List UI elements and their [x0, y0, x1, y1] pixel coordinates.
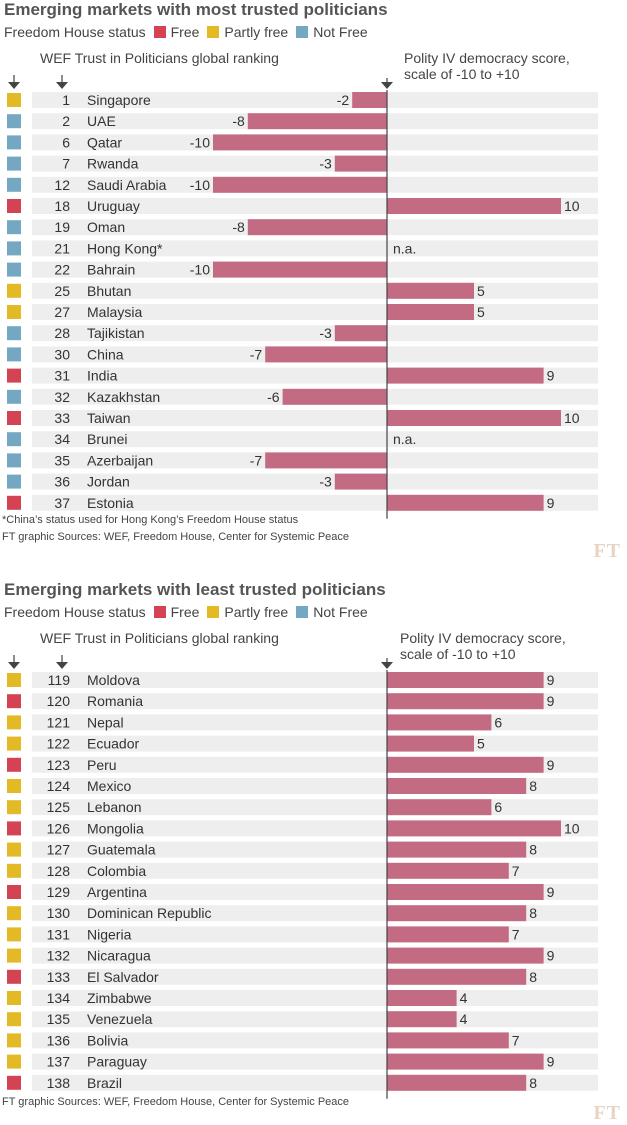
freedom-status-marker-partly-free	[7, 305, 21, 319]
country-label: Tajikistan	[87, 325, 145, 342]
freedom-status-marker-partly-free	[7, 1055, 21, 1069]
rank-label: 1	[62, 92, 70, 108]
country-label: Kazakhstan	[87, 388, 161, 405]
score-bar	[387, 969, 526, 985]
rank-label: 2	[62, 113, 70, 130]
score-value-label: -3	[319, 325, 332, 342]
country-label: UAE	[87, 113, 116, 130]
score-bar	[283, 389, 387, 405]
freedom-status-marker-partly-free	[7, 673, 21, 687]
score-bar	[248, 113, 387, 129]
score-bar	[387, 304, 474, 320]
freedom-status-marker-not-free	[7, 178, 21, 192]
country-label: Saudi Arabia	[87, 176, 167, 193]
legend-label-free: Free	[170, 24, 200, 40]
rank-label: 119	[47, 672, 70, 688]
rank-label: 36	[54, 473, 70, 490]
score-bar	[387, 283, 474, 299]
freedom-status-marker-partly-free	[7, 843, 21, 857]
country-label: Guatemala	[87, 841, 156, 858]
freedom-status-marker-partly-free	[7, 1012, 21, 1026]
chart-panel-least-trusted	[0, 580, 627, 1123]
rank-label: 124	[46, 778, 70, 794]
score-value-label: 7	[511, 1032, 520, 1049]
country-label: Azerbaijan	[87, 452, 154, 469]
rank-label: 134	[46, 990, 70, 1006]
score-value-label: -8	[232, 113, 245, 130]
country-label: Venezuela	[87, 1011, 153, 1028]
score-bar	[335, 156, 387, 172]
score-bar	[387, 693, 544, 709]
rank-label: 37	[54, 494, 70, 511]
rank-label: 31	[54, 367, 70, 384]
freedom-status-marker-not-free	[7, 263, 21, 277]
freedom-status-arrow	[8, 75, 20, 89]
score-value-label: 9	[546, 756, 555, 773]
score-bar	[387, 1054, 544, 1070]
score-bar	[265, 452, 387, 468]
country-label: Mexico	[87, 778, 132, 794]
score-bar	[387, 799, 491, 815]
country-label: Malaysia	[87, 304, 143, 320]
polity-label-line-1: Polity IV democracy score,	[400, 630, 566, 646]
score-bar	[387, 842, 526, 858]
score-bar	[213, 134, 387, 150]
score-value-label: 8	[529, 905, 537, 922]
rank-label: 7	[62, 155, 70, 172]
score-bar	[387, 1032, 509, 1048]
na-label: n.a.	[393, 240, 417, 257]
country-label: Argentina	[87, 884, 147, 900]
freedom-status-marker-not-free	[7, 432, 21, 446]
score-bar	[265, 346, 387, 362]
rank-label: 135	[46, 1011, 70, 1028]
score-value-label: 10	[564, 410, 580, 426]
score-value-label: 9	[546, 494, 555, 511]
ft-logo: FT	[593, 1102, 621, 1124]
country-label: China	[87, 346, 124, 363]
country-label: Taiwan	[87, 410, 131, 426]
country-label: Romania	[87, 693, 144, 710]
score-value-label: 9	[546, 367, 555, 384]
rank-label: 132	[46, 947, 70, 964]
country-label: Brunei	[87, 431, 128, 448]
rank-label: 122	[46, 735, 70, 752]
country-label: Oman	[87, 219, 126, 236]
score-bar	[352, 92, 387, 108]
country-label: Nigeria	[87, 926, 132, 943]
polity-label-line-2: scale of -10 to +10	[400, 646, 516, 662]
score-bar	[387, 736, 474, 752]
freedom-status-marker-partly-free	[7, 864, 21, 878]
country-label: Lebanon	[87, 799, 142, 816]
score-bar	[387, 495, 544, 511]
freedom-status-marker-not-free	[7, 114, 21, 128]
rank-label: 30	[54, 346, 70, 363]
freedom-status-marker-not-free	[7, 475, 21, 489]
score-value-label: 8	[529, 1074, 537, 1091]
score-value-label: 4	[459, 1011, 468, 1028]
polity-score-arrow	[381, 658, 393, 669]
country-label: Brazil	[87, 1074, 123, 1091]
chart-title: Emerging markets with least trusted politicians	[4, 580, 386, 599]
score-value-label: 9	[546, 1053, 555, 1070]
na-label: n.a.	[393, 431, 417, 448]
freedom-status-marker-free	[7, 199, 21, 213]
freedom-status-marker-not-free	[7, 135, 21, 149]
freedom-status-marker-free	[7, 411, 21, 425]
country-label: Peru	[87, 756, 117, 773]
rank-label: 138	[46, 1074, 70, 1091]
score-bar	[213, 177, 387, 193]
score-value-label: 6	[494, 714, 503, 731]
rank-label: 33	[54, 410, 70, 426]
source-note: FT graphic Sources: WEF, Freedom House, Center for Systemic Peace	[2, 531, 350, 543]
freedom-status-marker-free	[7, 885, 21, 899]
rank-label: 12	[54, 176, 70, 193]
rank-label: 6	[62, 134, 70, 151]
freedom-status-marker-not-free	[7, 390, 21, 404]
score-value-label: 8	[529, 968, 537, 985]
score-value-label: -7	[249, 452, 263, 469]
wef-rank-arrow	[56, 655, 68, 669]
legend-label-not-free: Not Free	[313, 24, 368, 40]
score-bar	[387, 1011, 457, 1027]
rank-label: 32	[54, 388, 70, 405]
rank-label: 22	[54, 261, 70, 278]
freedom-status-marker-partly-free	[7, 715, 21, 729]
score-value-label: 9	[546, 672, 555, 688]
score-value-label: 9	[546, 947, 555, 964]
legend-heading: Freedom House status	[4, 24, 146, 40]
freedom-status-marker-free	[7, 821, 21, 835]
country-label: Nicaragua	[87, 947, 151, 964]
freedom-status-marker-free	[7, 694, 21, 708]
country-label: Hong Kong*	[87, 240, 163, 257]
score-bar	[387, 990, 457, 1006]
freedom-status-marker-not-free	[7, 453, 21, 467]
score-bar	[387, 884, 544, 900]
score-bar	[387, 863, 509, 879]
rank-label: 123	[46, 756, 70, 773]
country-label: Qatar	[87, 134, 123, 151]
freedom-status-marker-partly-free	[7, 93, 21, 107]
score-value-label: 5	[477, 304, 485, 320]
rank-label: 130	[46, 905, 70, 922]
rank-label: 127	[46, 841, 70, 858]
legend-heading: Freedom House status	[4, 604, 146, 620]
polity-label-line-1: Polity IV democracy score,	[404, 50, 570, 66]
freedom-status-marker-free	[7, 496, 21, 510]
freedom-status-marker-partly-free	[7, 949, 21, 963]
score-value-label: 7	[511, 862, 520, 879]
country-label: Dominican Republic	[87, 905, 212, 922]
score-value-label: -10	[189, 134, 210, 151]
score-value-label: 7	[511, 926, 520, 943]
footnote: *China’s status used for Hong Kong’s Freedom House status	[2, 514, 299, 526]
freedom-status-marker-partly-free	[7, 1033, 21, 1047]
score-value-label: -2	[336, 92, 350, 108]
country-label: Colombia	[87, 862, 147, 879]
rank-label: 128	[46, 862, 70, 879]
source-note: FT graphic Sources: WEF, Freedom House, Center for Systemic Peace	[2, 1096, 350, 1108]
polity-score-arrow	[381, 78, 393, 89]
score-bar	[335, 474, 387, 490]
rank-label: 125	[46, 799, 70, 816]
freedom-status-marker-partly-free	[7, 284, 21, 298]
score-value-label: 5	[477, 735, 485, 752]
score-value-label: 5	[477, 282, 485, 299]
score-bar	[387, 820, 561, 836]
rank-label: 35	[54, 452, 70, 469]
freedom-status-marker-free	[7, 758, 21, 772]
score-bar	[387, 948, 544, 964]
rank-label: 131	[46, 926, 70, 943]
freedom-status-marker-partly-free	[7, 906, 21, 920]
country-label: Ecuador	[87, 735, 140, 752]
score-bar	[387, 410, 561, 426]
chart-title: Emerging markets with most trusted politicians	[4, 0, 388, 19]
freedom-status-marker-partly-free	[7, 991, 21, 1005]
bar-chart-least-trusted	[0, 580, 627, 1100]
country-label: El Salvador	[87, 968, 159, 985]
bar-chart-most-trusted	[0, 0, 627, 520]
legend-label-free: Free	[170, 604, 200, 620]
wef-ranking-label: WEF Trust in Politicians global ranking	[40, 50, 279, 66]
rank-label: 27	[54, 304, 70, 320]
score-value-label: -10	[189, 261, 210, 278]
country-label: Mongolia	[87, 820, 144, 837]
country-label: Estonia	[87, 494, 134, 511]
legend-label-not-free: Not Free	[313, 604, 368, 620]
score-bar	[387, 714, 491, 730]
rank-label: 126	[46, 820, 70, 837]
freedom-status-marker-free	[7, 1076, 21, 1090]
country-label: Moldova	[87, 672, 140, 688]
score-value-label: 8	[529, 778, 537, 794]
score-value-label: -6	[267, 388, 280, 405]
score-value-label: 9	[546, 693, 555, 710]
rank-label: 18	[54, 198, 70, 214]
freedom-status-arrow	[8, 655, 20, 669]
score-bar	[387, 757, 544, 773]
score-bar	[248, 219, 387, 235]
freedom-status-marker-free	[7, 369, 21, 383]
score-bar	[387, 672, 544, 688]
rank-label: 121	[46, 714, 70, 731]
chart-panel-most-trusted	[0, 0, 627, 560]
wef-rank-arrow	[56, 75, 68, 89]
rank-label: 133	[46, 968, 70, 985]
country-label: India	[87, 367, 118, 384]
score-bar	[213, 262, 387, 278]
country-label: Singapore	[87, 92, 151, 108]
polity-label-line-2: scale of -10 to +10	[404, 66, 520, 82]
freedom-status-marker-free	[7, 970, 21, 984]
ft-logo: FT	[593, 540, 621, 562]
rank-label: 28	[54, 325, 70, 342]
rank-label: 137	[46, 1053, 70, 1070]
rank-label: 136	[46, 1032, 70, 1049]
wef-ranking-label: WEF Trust in Politicians global ranking	[40, 630, 279, 646]
rank-label: 25	[54, 282, 70, 299]
legend-label-partly-free: Partly free	[224, 604, 289, 620]
rank-label: 34	[54, 431, 70, 448]
freedom-status-marker-partly-free	[7, 800, 21, 814]
score-value-label: 8	[529, 841, 537, 858]
score-value-label: -3	[319, 473, 332, 490]
rank-label: 129	[46, 884, 70, 900]
country-label: Rwanda	[87, 155, 139, 172]
score-value-label: 4	[459, 990, 468, 1006]
score-value-label: 10	[564, 820, 580, 837]
country-label: Zimbabwe	[87, 990, 152, 1006]
freedom-status-marker-not-free	[7, 347, 21, 361]
freedom-status-marker-not-free	[7, 157, 21, 171]
country-label: Bahrain	[87, 261, 136, 278]
freedom-status-marker-partly-free	[7, 737, 21, 751]
score-value-label: 9	[546, 884, 555, 900]
score-value-label: -7	[249, 346, 263, 363]
freedom-status-marker-not-free	[7, 220, 21, 234]
country-label: Uruguay	[87, 198, 140, 214]
rank-label: 120	[46, 693, 70, 710]
score-value-label: 10	[564, 198, 580, 214]
country-label: Jordan	[87, 473, 130, 490]
freedom-status-marker-partly-free	[7, 927, 21, 941]
score-bar	[335, 325, 387, 341]
score-value-label: -8	[232, 219, 245, 236]
score-value-label: 6	[494, 799, 503, 816]
score-value-label: -3	[319, 155, 332, 172]
score-bar	[387, 198, 561, 214]
country-label: Bolivia	[87, 1032, 129, 1049]
score-bar	[387, 368, 544, 384]
freedom-status-marker-not-free	[7, 326, 21, 340]
score-bar	[387, 1075, 526, 1091]
score-bar	[387, 778, 526, 794]
score-value-label: -10	[189, 176, 210, 193]
country-label: Nepal	[87, 714, 124, 731]
rank-label: 19	[54, 219, 70, 236]
freedom-status-marker-partly-free	[7, 779, 21, 793]
country-label: Paraguay	[87, 1053, 147, 1070]
score-bar	[387, 926, 509, 942]
score-bar	[387, 905, 526, 921]
freedom-status-marker-not-free	[7, 241, 21, 255]
country-label: Bhutan	[87, 282, 132, 299]
legend-label-partly-free: Partly free	[224, 24, 289, 40]
rank-label: 21	[54, 240, 70, 257]
